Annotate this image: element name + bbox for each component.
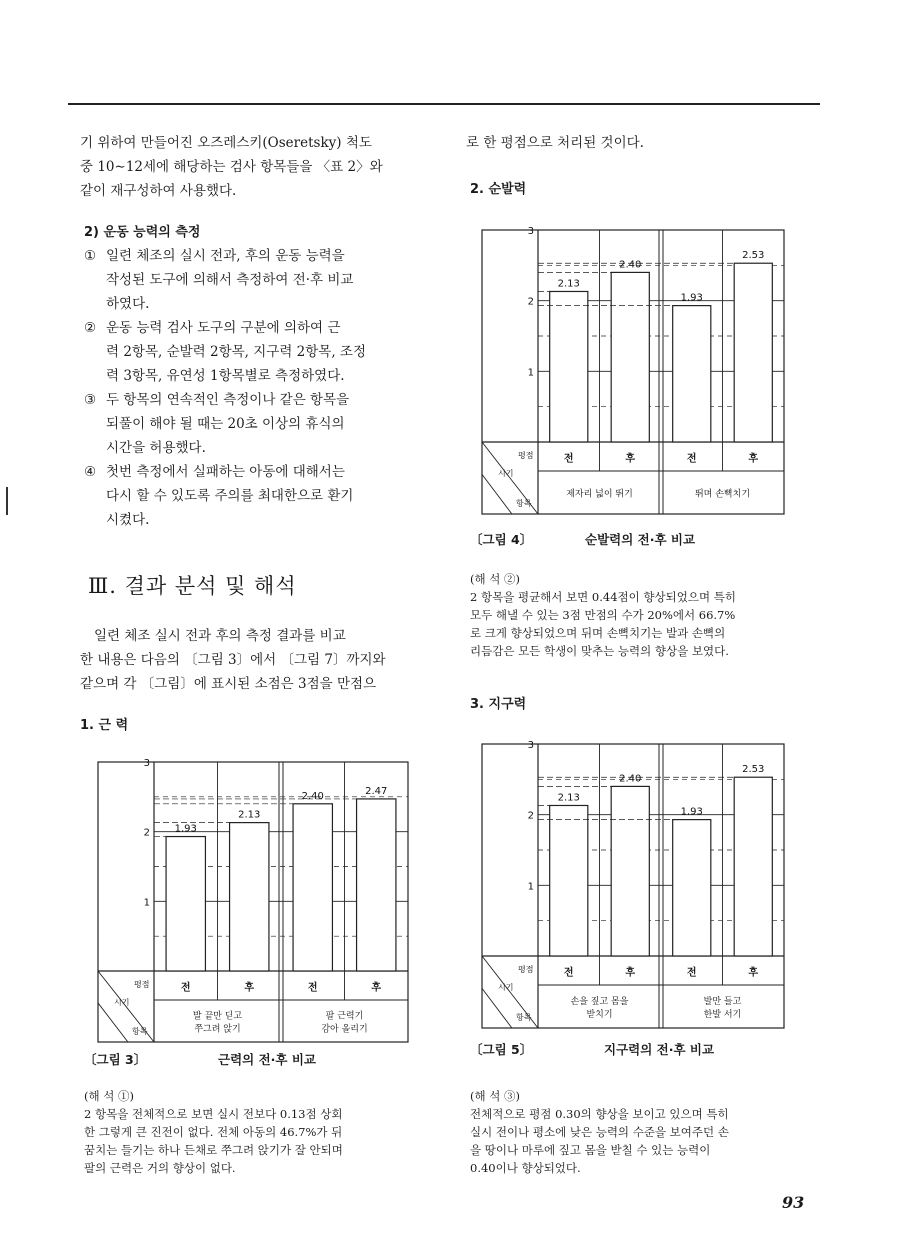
chart-figure5	[480, 740, 786, 1030]
phase-label: 전	[686, 967, 697, 979]
bar	[293, 804, 332, 971]
note2	[470, 570, 830, 660]
y-tick-label: 2	[527, 810, 534, 822]
group-label: 발 끝만 딛고	[192, 1011, 243, 1022]
text-line: 같으며 각 〔그림〕에 표시된 소점은 3점을 만점으	[80, 676, 377, 692]
value-label: 1.93	[680, 806, 703, 818]
note-line: 실시 전이나 평소에 낮은 능력의 수준을 보여주던 손	[470, 1125, 729, 1139]
bar	[550, 291, 588, 442]
value-label: 2.47	[365, 785, 388, 797]
group-label: 제자리 넓이 뛰기	[566, 489, 633, 500]
y-tick-label: 1	[527, 367, 534, 379]
figure4-caption: 〔그림 4〕	[470, 532, 533, 547]
group-label: 받치기	[586, 1010, 613, 1020]
text-line: 기 위하여 만들어진 오즈레스키(Oseretsky) 척도	[80, 135, 372, 151]
corner-label-score: 평점	[518, 451, 534, 460]
subheading-motor-measure: 2) 운동 능력의 측정	[84, 225, 201, 240]
corner-label-period: 시기	[114, 998, 130, 1007]
corner-diagonal	[482, 474, 512, 514]
note-label: (해 석 ②)	[470, 572, 521, 586]
note-line: 꿈치는 들기는 하나 든채로 쭈그려 앉기가 잘 안되며	[84, 1143, 343, 1157]
corner-label-item: 항목	[516, 499, 532, 508]
text-line: 같이 재구성하여 사용했다.	[80, 183, 237, 199]
corner-diagonal	[482, 988, 512, 1028]
y-tick-label: 1	[143, 897, 150, 909]
y-tick-label: 3	[527, 740, 534, 751]
results-intro	[80, 624, 430, 696]
phase-label: 전	[180, 982, 191, 994]
corner-label-period: 시기	[498, 983, 514, 992]
section-heading: Ⅲ. 결과 분석 및 해석	[88, 574, 297, 598]
value-label: 2.13	[557, 278, 580, 290]
value-label: 2.13	[557, 792, 580, 804]
text-line: 한 내용은 다음의 〔그림 3〕에서 〔그림 7〕까지와	[80, 652, 386, 668]
bar	[611, 272, 649, 442]
bar	[230, 823, 269, 971]
corner-label-item: 항목	[132, 1027, 148, 1036]
value-label: 1.93	[680, 292, 703, 304]
y-tick-label: 3	[143, 758, 150, 769]
y-tick-label: 1	[527, 881, 534, 893]
phase-label: 전	[563, 967, 574, 979]
y-tick-label: 2	[143, 827, 150, 839]
note3	[470, 1087, 830, 1177]
corner-label-score: 평점	[518, 965, 534, 974]
corner-label-score: 평점	[134, 980, 150, 989]
phase-label: 후	[244, 982, 255, 994]
phase-label: 후	[625, 967, 636, 979]
note-line: 리듬감은 모든 학생이 맞추는 능력의 향상을 보였다.	[470, 644, 729, 658]
phase-label: 후	[748, 967, 759, 979]
phase-label: 전	[563, 453, 574, 465]
note-label: (해 석 ①)	[84, 1089, 135, 1103]
margin-mark	[6, 487, 8, 515]
subheading-endurance: 3. 지구력	[470, 697, 527, 712]
figure5-title: 지구력의 전·후 비교	[604, 1042, 715, 1057]
right-cont-line: 로 한 평점으로 처리된 것이다.	[466, 135, 644, 151]
group-label: 손을 짚고 몸을	[570, 997, 629, 1007]
note-label: (해 석 ③)	[470, 1089, 521, 1103]
phase-label: 후	[371, 982, 382, 994]
group-label: 쭈그려 앉기	[194, 1024, 241, 1035]
note-line: 0.40이나 향상되었다.	[470, 1161, 581, 1175]
subheading-power: 2. 순발력	[470, 182, 527, 197]
bar	[673, 820, 711, 956]
list-item: ① 일련 체조의 실시 전과, 후의 운동 능력을 작성된 도구에 의해서 측정하여 전·후 비교 하였다.	[84, 248, 354, 312]
value-label: 2.53	[742, 764, 765, 776]
figure4-title: 순발력의 전·후 비교	[585, 532, 696, 547]
value-label: 1.93	[174, 823, 197, 835]
header-rule	[68, 103, 820, 105]
chart-figure4	[480, 226, 786, 516]
phase-label: 전	[686, 453, 697, 465]
note-line: 2 항목을 평균해서 보면 0.44점이 향상되었으며 특히	[470, 590, 736, 604]
corner-diagonal	[98, 1003, 128, 1042]
corner-label-item: 항목	[516, 1013, 532, 1022]
text-line: 일련 체조 실시 전과 후의 측정 결과를 비교	[94, 628, 346, 644]
group-label: 발만 들고	[703, 997, 742, 1007]
bar	[166, 837, 205, 971]
note-line: 로 크게 향상되었으며 뒤며 손뼉치기는 발과 손뼉의	[470, 626, 726, 640]
bar	[357, 799, 396, 971]
note-line: 팔의 근력은 거의 향상이 없다.	[84, 1161, 236, 1175]
phase-label: 후	[748, 453, 759, 465]
measure-items	[84, 244, 434, 532]
y-tick-label: 2	[527, 296, 534, 308]
y-tick-label: 3	[527, 226, 534, 237]
chart-figure3	[96, 758, 410, 1044]
figure5-caption: 〔그림 5〕	[470, 1042, 533, 1057]
phase-label: 후	[625, 453, 636, 465]
group-label: 팔 근력기	[325, 1011, 364, 1022]
value-label: 2.40	[619, 259, 642, 271]
list-item: ④ 첫번 측정에서 실패하는 아동에 대해서는 다시 할 수 있도록 주의를 최대한으로 환기 시켰다.	[84, 464, 354, 528]
corner-label-period: 시기	[498, 469, 514, 478]
note-line: 을 땅이나 마루에 짚고 몸을 받칠 수 있는 능력이	[470, 1143, 711, 1157]
bar	[611, 786, 649, 956]
group-label: 감아 올리기	[321, 1024, 368, 1035]
bar	[734, 263, 772, 442]
note-line: 한 그렇게 큰 진전이 없다. 전체 아동의 46.7%가 뒤	[84, 1125, 343, 1139]
value-label: 2.13	[238, 809, 261, 821]
note-line: 모두 해낼 수 있는 3점 만점의 수가 20%에서 66.7%	[470, 608, 736, 622]
text-line: 중 10∼12세에 해당하는 검사 항목들을 〈표 2〉와	[80, 159, 383, 175]
figure3-title: 근력의 전·후 비교	[218, 1052, 316, 1067]
figure3-caption: 〔그림 3〕	[84, 1052, 147, 1067]
bar	[734, 777, 772, 956]
note-line: 전체적으로 평점 0.30의 향상을 보이고 있으며 특히	[470, 1107, 729, 1121]
group-label: 뛰며 손뼉치기	[694, 489, 751, 500]
list-item: ③ 두 항목의 연속적인 측정이나 같은 항목을 되풀이 해야 될 때는 20초 이상의 휴식의 시간을 허용했다.	[84, 392, 350, 456]
page-number: 93	[782, 1193, 805, 1212]
value-label: 2.40	[301, 790, 324, 802]
note-line: 2 항목을 전체적으로 보면 실시 전보다 0.13점 상회	[84, 1107, 343, 1121]
subheading-strength: 1. 근 력	[80, 718, 129, 733]
list-item: ② 운동 능력 검사 도구의 구분에 의하여 근 력 2항목, 순발력 2항목, 지구력 2항목, 조정 력 3항목, 유연성 1항목별로 측정하였다.	[84, 320, 367, 384]
bar	[550, 805, 588, 956]
note1	[84, 1087, 434, 1177]
left-intro	[80, 131, 430, 203]
value-label: 2.53	[742, 250, 765, 262]
phase-label: 전	[307, 982, 318, 994]
value-label: 2.40	[619, 773, 642, 785]
group-label: 한발 서기	[703, 1010, 742, 1020]
bar	[673, 306, 711, 442]
